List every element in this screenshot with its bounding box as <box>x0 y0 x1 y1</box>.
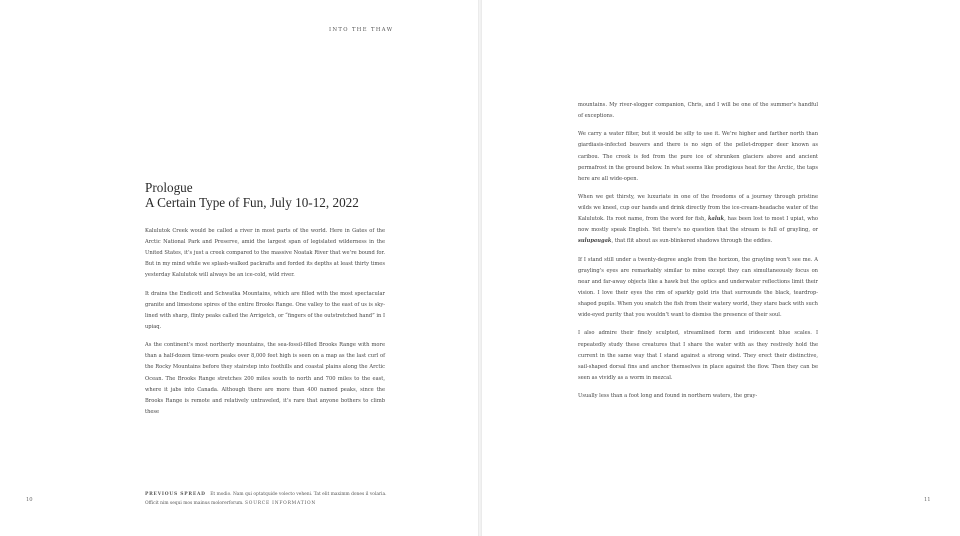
caption-label: PREVIOUS SPREAD <box>145 492 206 497</box>
text-run: When we get thirsty, we luxuriate in one of the freedoms of a journey through pristine wilds we kneel, cup our hands and drink directly from the ice-cream-headache water of the Kalulutok. Its root name, from the word for fish, <box>578 194 818 223</box>
paragraph: mountains. My river-slogger companion, Chris, and I will be one of the summer’s handful of exceptions. <box>578 102 818 120</box>
text-run: , that flit about as sun-blinkered shadows through the eddies. <box>611 238 773 245</box>
title-line-1: Prologue <box>145 180 193 195</box>
right-body-text <box>578 100 818 409</box>
book-gutter <box>478 0 482 536</box>
title-line-2: A Certain Type of Fun, July 10-12, 2022 <box>145 195 359 210</box>
text-run: , has been lost to most I upiat, who now mostly speak English. Yet there’s no question that the stream is full of grayling, or <box>578 216 818 234</box>
left-body-text <box>145 226 385 425</box>
italic-term: kaluk <box>707 216 725 223</box>
caption-credit: SOURCE INFORMATION <box>244 500 317 506</box>
chapter-title <box>145 180 445 210</box>
paragraph: We carry a water filter, but it would be silly to use it. We’re higher and farther north than giardiasis-infected beavers and there is no sign of the pellet-dropper deer known as caribou. The creek is fed from the pure ice of shrunken glaciers above and ancient permafrost in the ground below. In what seems like prodigious heat for the Arctic, the taps here are all wide-open. <box>578 131 818 182</box>
paragraph: Kalulutok Creek would be called a river in most parts of the world. Here in Gates of the Arctic National Park and Preserve, amid the largest span of legislated wilderness in the United States, it’s just a creek compared to the massive Noatak River that we’re bound for. But in my mind while we splash-walked packrafts and forded its depths at least thirty times yesterday Kalulutok will always be an ice-cold, wild river. <box>145 228 385 279</box>
paragraph: As the continent’s most northerly mountains, the sea-fossil-filled Brooks Range with more than a half-dozen time-worn peaks over 8,000 feet high is seen on a map as the last curl of the Rocky Mountains before they stairstep into foothills and coastal plains along the Arctic Ocean. The Brooks Range stretches 200 miles south to north and 700 miles to the east, where it jabs into Canada. Although there are more than 400 named peaks, since the Brooks Range is remote and relatively untraveled, it’s rare that anyone bothers to climb these <box>145 342 385 415</box>
paragraph: Usually less than a foot long and found in northern waters, the gray- <box>578 393 758 400</box>
page-number-left: 10 <box>26 497 33 503</box>
paragraph: If I stand still under a twenty-degree angle from the horizon, the grayling won’t see me. A grayling’s eyes are remarkably similar to mine except they can simultaneously focus on near and far-away objects like a hawk but the optics and underwater reflections limit their vision. I love their eyes the rim of sparkly gold iris that surrounds the black, teardrop-shaped pupils. When you snatch the fish from their watery world, they stare back with such wide-eyed purity that you wouldn’t want to dismiss the presence of their soul. <box>578 256 818 319</box>
paragraph <box>578 192 818 247</box>
italic-term: sulupaugak <box>578 238 612 245</box>
running-head: INTO THE THAW <box>329 27 394 33</box>
spread-caption <box>145 491 395 508</box>
paragraph: It drains the Endicott and Schwatka Mountains, which are filled with the most spectacular granite and limestone spires of the entire Brooks Range. One valley to the east of us is sky-lined with sharp, flinty peaks called the Arrigetch, or “fingers of the outstretched hand” in I upiaq. <box>145 290 385 330</box>
paragraph: I also admire their finely sculpted, streamlined form and iridescent blue scales. I repeatedly study these creatures that I share the water with as they restively hold the current in the same way that I stand against a strong wind. They erect their distinctive, sail-shaped dorsal fins and anchor themselves in place against the flow. Then they can be seen as vividly as a worm in mezcal. <box>578 330 818 381</box>
page-number-right: 11 <box>924 497 931 503</box>
caption-text: Et modio. Nam qui optatquide volecto veheni. Tat elit maximm dones il volaria. Officit nim sequi mos mainus molorerforum. <box>145 492 387 506</box>
